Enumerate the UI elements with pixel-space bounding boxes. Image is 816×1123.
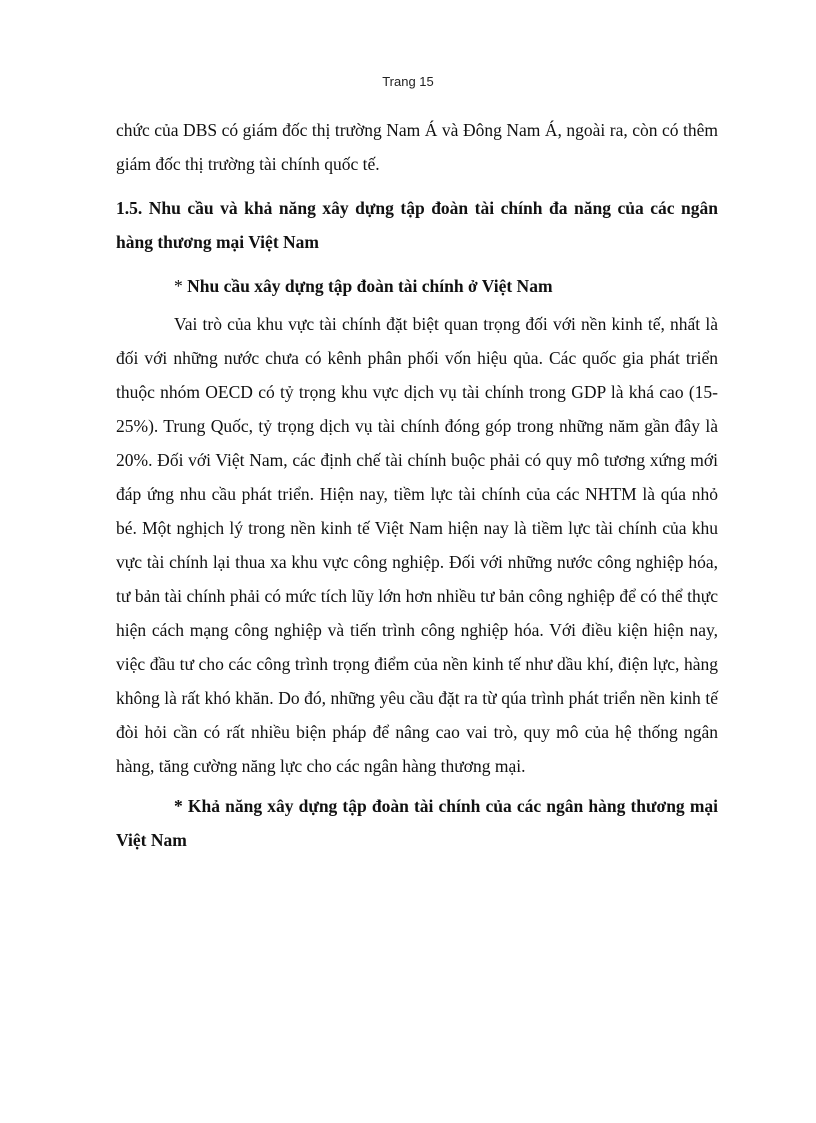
page-number-header: Trang 15 — [382, 74, 434, 89]
section-heading: 1.5. Nhu cầu và khả năng xây dựng tập đoàn tài chính đa năng của các ngân hàng thương mại Việt Nam — [116, 198, 718, 252]
subheading-need-text: Nhu cầu xây dựng tập đoàn tài chính ở Việt Nam — [187, 276, 553, 296]
subheading-capability — [116, 789, 718, 857]
subheading-need-marker: * — [174, 276, 183, 296]
document-body — [116, 113, 718, 861]
subheading-capability-text: Khả năng xây dựng tập đoàn tài chính của các ngân hàng thương mại Việt Nam — [116, 796, 719, 850]
subheading-capability-marker: * — [174, 796, 183, 816]
paragraph-role-of-finance: Vai trò của khu vực tài chính đặt biệt quan trọng đối với nền kinh tế, nhất là đối với những nước chưa có kênh phân phối vốn hiệu qủa. Các quốc gia phát triển thuộc nhóm OECD có tỷ trọng khu vực dịch vụ tài chính trong GDP là khá cao (15-25%). Trung Quốc, tỷ trọng dịch vụ tài chính đóng góp trong những năm gần đây là 20%. Đối với Việt Nam, các định chế tài chính buộc phải có quy mô tương xứng mới đáp ứng nhu cầu phát triển. Hiện nay, tiềm lực tài chính của các NHTM là qúa nhỏ bé. Một nghịch lý trong nền kinh tế Việt Nam hiện nay là tiềm lực tài chính của khu vực tài chính lại thua xa khu vực công nghiệp. Đối với những nước công nghiệp hóa, tư bản tài chính phải có mức tích lũy lớn hơn nhiều tư bản công nghiệp để có thể thực hiện cách mạng công nghiệp và tiến trình công nghiệp hóa. Với điều kiện hiện nay, việc đầu tư cho các công trình trọng điểm của nền kinh tế như dầu khí, điện lực, hàng không là rất khó khăn. Do đó, những yêu cầu đặt ra từ qúa trình phát triển nền kinh tế đòi hỏi cần có rất nhiều biện pháp để nâng cao vai trò, quy mô của hệ thống ngân hàng, tăng cường năng lực cho các ngân hàng thương mại. — [116, 314, 718, 776]
subheading-need — [116, 269, 718, 303]
intro-paragraph: chức của DBS có giám đốc thị trường Nam Á và Đông Nam Á, ngoài ra, còn có thêm giám đốc thị trường tài chính quốc tế. — [116, 120, 718, 174]
